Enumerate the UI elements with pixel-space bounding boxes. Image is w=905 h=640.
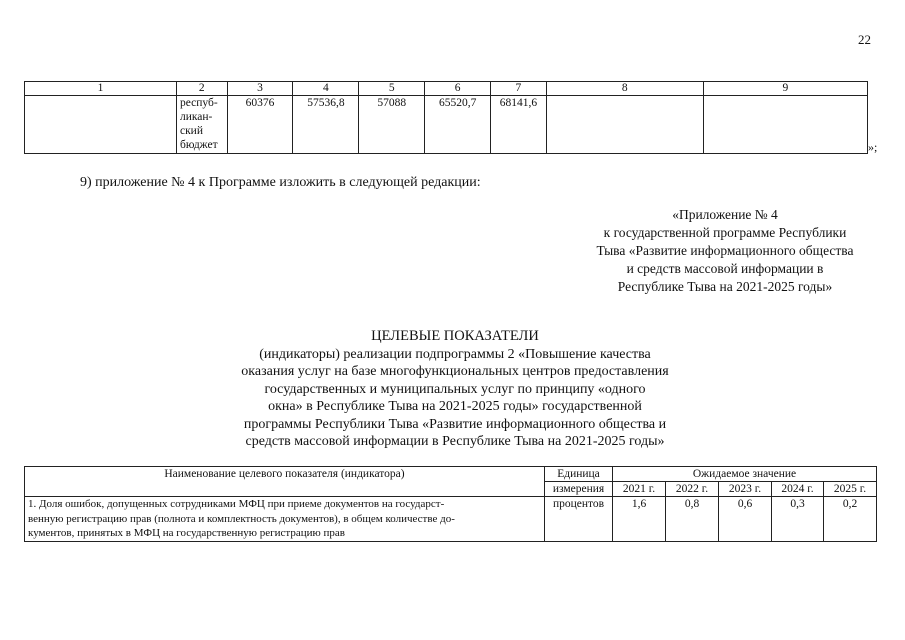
unit-header-line2: измерения bbox=[545, 482, 613, 497]
title-line: (индикаторы) реализации подпрограммы 2 «Повышение качества bbox=[259, 346, 651, 362]
indicator-table bbox=[24, 466, 877, 542]
amendment-item-text: 9) приложение № 4 к Программе изложить в следующей редакции: bbox=[80, 175, 481, 190]
appendix-heading bbox=[540, 206, 905, 296]
header-cell: 8 bbox=[546, 82, 703, 96]
title-line: программы Республики Тыва «Развитие информационного общества и bbox=[243, 416, 667, 432]
title-line: государственных и муниципальных услуг по принципу «одного bbox=[264, 381, 646, 397]
header-cell: 1 bbox=[25, 82, 177, 96]
appendix-line: Республике Тыва на 2021-2025 годы» bbox=[617, 279, 833, 294]
year-header: 2025 г. bbox=[824, 482, 877, 497]
year-header: 2023 г. bbox=[719, 482, 772, 497]
value-cell: 68141,6 bbox=[491, 96, 547, 154]
value-cell: 57088 bbox=[359, 96, 425, 154]
budget-continuation-table bbox=[24, 81, 868, 154]
value-cell: 1,6 bbox=[613, 497, 666, 542]
appendix-line: и средств массовой информации в bbox=[626, 261, 824, 276]
indicator-line: венную регистрацию прав (полнота и комплектность документов), в общем количестве до- bbox=[28, 512, 455, 525]
value-cell: 57536,8 bbox=[293, 96, 359, 154]
value-cell: 0,2 bbox=[824, 497, 877, 542]
title-line: окна» в Республике Тыва на 2021-2025 годы» государственной bbox=[268, 399, 642, 414]
table-cell bbox=[546, 96, 703, 154]
funding-source-cell bbox=[176, 96, 227, 154]
title-line: средств массовой информации в Республике Тыва на 2021-2025 годы» bbox=[245, 434, 665, 449]
source-line: бюджет bbox=[179, 139, 218, 151]
year-header: 2021 г. bbox=[613, 482, 666, 497]
value-cell: 0,3 bbox=[772, 497, 824, 542]
table-header-row bbox=[25, 467, 877, 482]
appendix-line: Тыва «Развитие информационного общества bbox=[596, 243, 854, 258]
source-line: ский bbox=[179, 125, 203, 137]
header-cell: 9 bbox=[703, 82, 867, 96]
closing-quote-mark: »; bbox=[868, 140, 878, 154]
unit-cell: процентов bbox=[545, 497, 613, 542]
indicator-name-cell bbox=[25, 497, 545, 542]
indicator-line: кументов, принятых в МФЦ на государственную регистрацию прав bbox=[28, 527, 345, 539]
table-cell bbox=[25, 96, 177, 154]
table-header-row bbox=[25, 82, 868, 96]
appendix-line: «Приложение № 4 bbox=[672, 207, 778, 222]
document-title bbox=[150, 328, 760, 451]
table-cell bbox=[703, 96, 867, 154]
page-number: 22 bbox=[858, 32, 871, 47]
appendix-line: к государственной программе Республики bbox=[603, 225, 847, 240]
indicator-line: 1. Доля ошибок, допущенных сотрудниками МФЦ при приеме документов на государст- bbox=[28, 498, 445, 510]
value-cell: 0,8 bbox=[666, 497, 719, 542]
header-cell: 4 bbox=[293, 82, 359, 96]
header-cell: 6 bbox=[425, 82, 491, 96]
value-cell: 65520,7 bbox=[425, 96, 491, 154]
expected-value-header: Ожидаемое значение bbox=[613, 467, 877, 482]
source-line: ликан- bbox=[179, 111, 213, 123]
header-cell: 7 bbox=[491, 82, 547, 96]
title-main: ЦЕЛЕВЫЕ ПОКАЗАТЕЛИ bbox=[371, 328, 539, 344]
indicator-name-header: Наименование целевого показателя (индикатора) bbox=[25, 467, 545, 497]
table-row bbox=[25, 96, 868, 154]
header-cell: 3 bbox=[227, 82, 293, 96]
header-cell: 5 bbox=[359, 82, 425, 96]
year-header: 2022 г. bbox=[666, 482, 719, 497]
value-cell: 60376 bbox=[227, 96, 293, 154]
year-header: 2024 г. bbox=[772, 482, 824, 497]
table-row bbox=[25, 497, 877, 542]
value-cell: 0,6 bbox=[719, 497, 772, 542]
title-line: оказания услуг на базе многофункциональных центров предоставления bbox=[241, 364, 669, 379]
unit-header-line1: Единица bbox=[545, 467, 613, 482]
header-cell: 2 bbox=[176, 82, 227, 96]
source-line: респуб- bbox=[179, 97, 218, 109]
